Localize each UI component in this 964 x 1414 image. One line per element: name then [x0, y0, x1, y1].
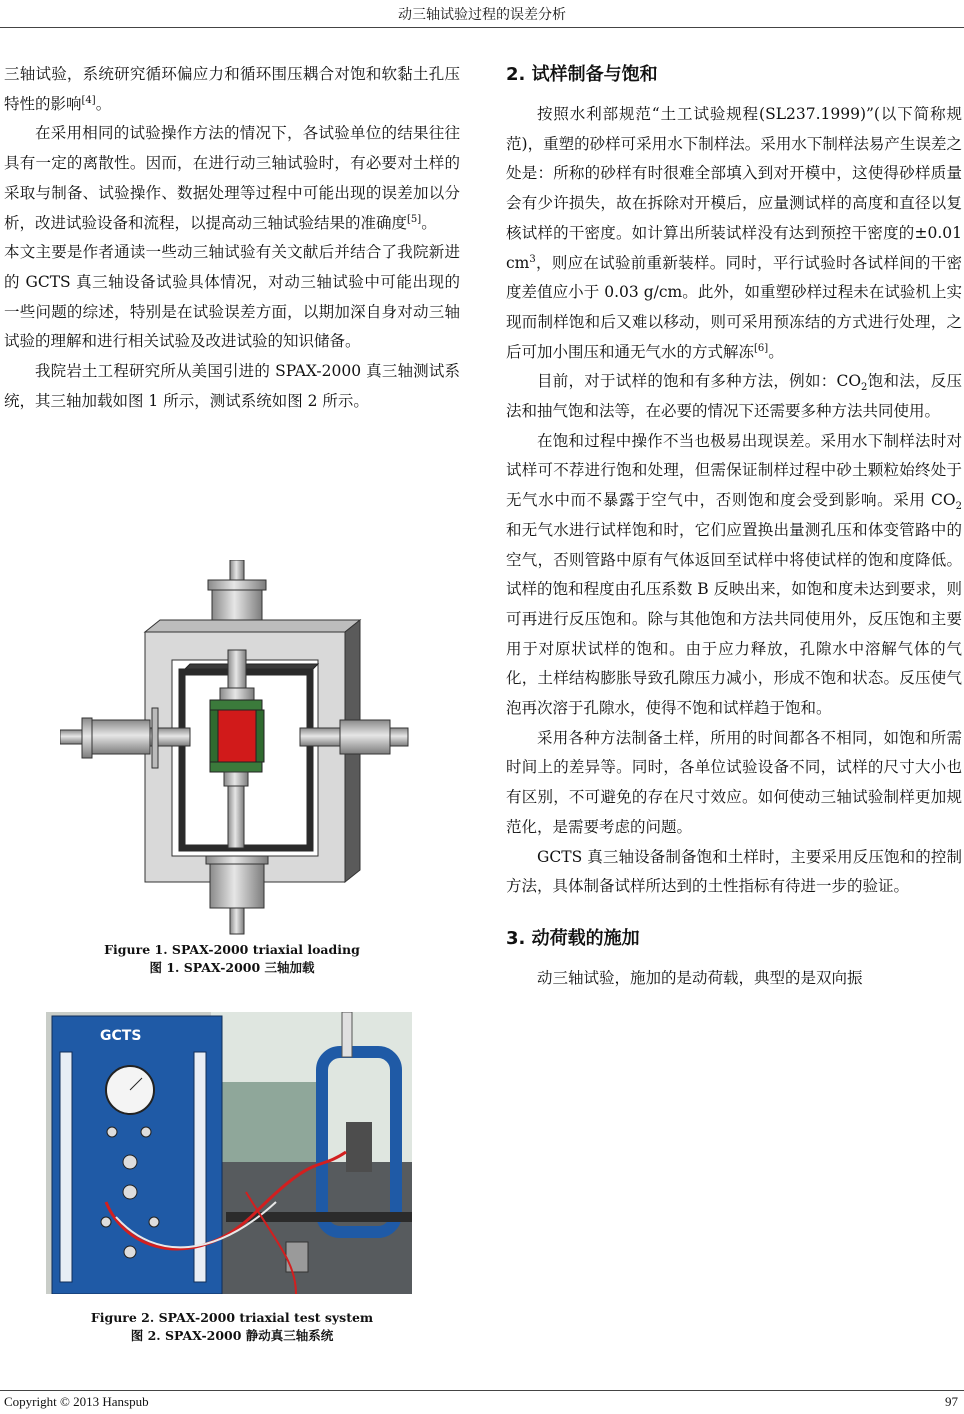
left-column	[4, 60, 460, 416]
paragraph: 采用各种方法制备土样，所用的时间都各不相同，如饱和所需时间上的差异等。同时，各单位试验设备不同，试样的尺寸大小也有区别，不可避免的存在尺寸效应。如何使动三轴试验制样更加规范化，是需要考虑的问题。	[506, 728, 962, 836]
figure-2-caption: Figure 2. SPAX-2000 triaxial test system 图 2. SPAX-2000 静动真三轴系统	[90, 1310, 374, 1343]
citation-ref: [4]	[81, 94, 96, 106]
section-heading-2: 2. 试样制备与饱和	[506, 64, 658, 85]
header-rule	[0, 27, 964, 28]
paragraph: 在采用相同的试验操作方法的情况下，各试验单位的结果往往具有一定的离散性。因而，在进行动三轴试验时，有必要对土样的采取与制备、试验操作、数据处理等过程中可能出现的误差加以分析，改进试验设备和流程，以提高动三轴试验结果的准确度[5]。	[4, 124, 460, 232]
copyright-notice: Copyright © 2013 Hanspub	[4, 1394, 149, 1409]
paragraph: 我院岩土工程研究所从美国引进的 SPAX-2000 真三轴测试系统，其三轴加载如图 1 所示，测试系统如图 2 所示。	[4, 362, 460, 410]
figure-1-triaxial-loading-drawing	[60, 560, 410, 935]
paragraph: 动三轴试验，施加的是动荷载，典型的是双向振	[537, 968, 863, 987]
paragraph: 在饱和过程中操作不当也极易出现误差。采用水下制样法时对试样可不荐进行饱和处理，但需保证制样过程中砂土颗粒始终处于无气水中而不暴露于空气中，否则饱和度会受到影响。采用 $CO_2$ 和无气水进行试样饱和时，它们应置换出量测孔压和体变管路中的空气，否则管路中原有气体返回至试样中将使试样的饱和度降低。试样的饱和程度由孔压系数 B 反映出来，如饱和度未达到要求，则可再进行反压饱和。除与其他饱和方法共同使用外，反压饱和主要用于对原状试样的饱和。由于应力释放，孔隙水中溶解气体的气化，土样结构膨胀导致孔隙压力减小，形成不饱和状态。反压使气泡再次溶于孔隙水，使得不饱和试样趋于饱和。	[506, 431, 962, 718]
figure-1-caption: Figure 1. SPAX-2000 triaxial loading 图 1. SPAX-2000 三轴加载	[104, 942, 360, 975]
paragraph: 本文主要是作者通读一些动三轴试验有关文献后并结合了我院新进的 GCTS 真三轴设备试验具体情况，对动三轴试验中可能出现的一些问题的综述，特别是在试验误差方面，以期加深自身对动三轴试验的理解和进行相关试验及改进试验的知识储备。	[4, 243, 460, 351]
page-number: 97	[945, 1394, 958, 1409]
paragraph: 按照水利部规范“土工试验规程(SL237.1999)”(以下简称规范)，重塑的砂样可采用水下制样法。采用水下制样法易产生误差之处是：所称的砂样有时很难全部填入到对开模中，这使得砂样质量会有少许损失，故在拆除对开模后，应量测试样的高度和直径以复核试样的干密度。如计算出所装试样没有达到预控干密度的±0.01 $cm^3$，则应在试验前重新装样。同时，平行试验时各试样间的干密度差值应小于 0.03 g/cm。此外，如重塑砂样过程未在试验机上实现而制样饱和后又难以移动，则可采用预冻结的方式进行处理，之后可加小围压和通无气水的方式解冻[6]。	[506, 105, 962, 361]
section-heading-3: 3. 动荷载的施加	[506, 927, 640, 949]
running-header: 动三轴试验过程的误差分析	[398, 7, 566, 23]
paragraph: 目前，对于试样的饱和有多种方法，例如：$CO_2$饱和法，反压法和抽气饱和法等，在必要的情况下还需要多种方法共同使用。	[506, 372, 962, 421]
footer-rule	[0, 1390, 964, 1391]
paragraph: 三轴试验，系统研究循环偏应力和循环围压耦合对饱和软黏土孔压特性的影响[4]。	[4, 65, 460, 113]
figure-2-test-system-photo	[46, 1012, 412, 1294]
right-column	[506, 60, 962, 994]
citation-ref: [5]	[407, 213, 422, 225]
citation-ref: [6]	[754, 342, 769, 354]
paragraph: GCTS 真三轴设备制备饱和土样时，主要采用反压饱和的控制方法，具体制备试样所达到的土性指标有待进一步的验证。	[506, 847, 962, 896]
gcts-logo: GCTS	[100, 1028, 142, 1044]
